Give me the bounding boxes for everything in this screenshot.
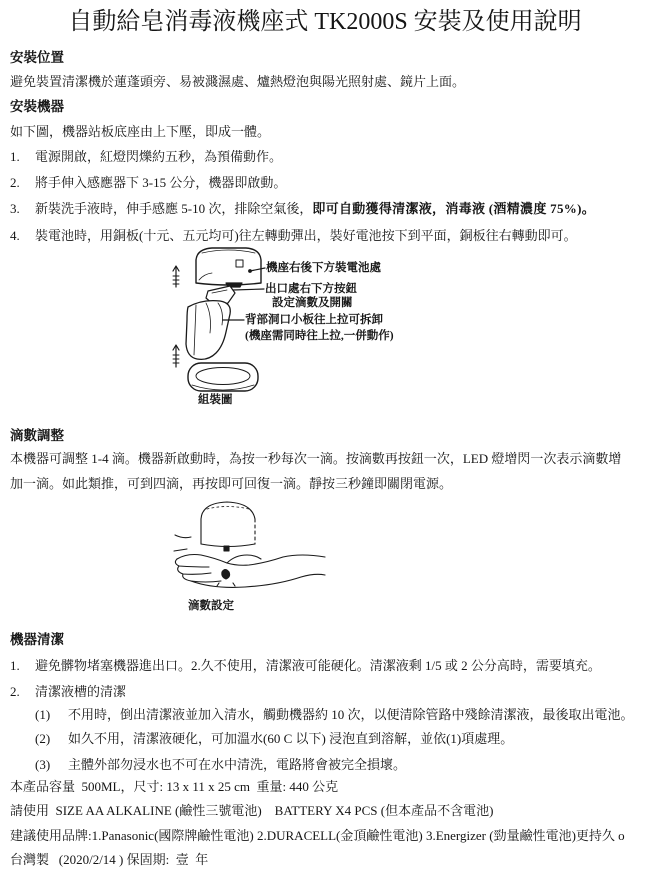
sub-item-number: (2) bbox=[35, 731, 51, 746]
location-text: 避免裝置清潔機於蓮蓬頭旁、易被濺濕處、爐熱燈泡與陽光照射處、鏡片上面。 bbox=[10, 74, 466, 89]
list-item-text: 避免髒物堵塞機器進出口。2.久不使用，清潔液可能硬化。清潔液剩 1/5 或 2 公分高時，需要填充。 bbox=[35, 658, 601, 673]
drops-paragraph-line: 本機器可調整 1-4 滴。機器新啟動時，為按一秒每次一滴。按滴數再按鈕一次，LED 燈增閃一次表示滴數增 bbox=[10, 451, 622, 466]
list-item-number: 1. bbox=[10, 149, 20, 164]
list-item-text: 將手伸入感應器下 3-15 公分，機器即啟動。 bbox=[35, 175, 287, 190]
spec-capacity: 本產品容量 500ML，尺寸: 13 x 11 x 25 cm 重量: 440 公克 bbox=[10, 779, 339, 794]
sub-item-number: (1) bbox=[35, 707, 51, 722]
soap-drop-icon bbox=[217, 570, 235, 587]
list-item-number: 2. bbox=[10, 684, 20, 699]
figure-caption-assembly: 組裝圖 bbox=[198, 394, 233, 406]
list-item-text: 裝電池時，用銅板(十元、五元均可)往左轉動彈出，裝好電池按下到平面，銅板往右轉動即可。 bbox=[35, 228, 577, 243]
section-heading-drops: 滴數調整 bbox=[10, 428, 64, 443]
sub-item-text: 如久不用，清潔液硬化，可加溫水(60 C 以下) 浸泡直到溶解，並依(1)項處理。 bbox=[68, 731, 514, 746]
list-item-number: 1. bbox=[10, 658, 20, 673]
dispenser-top-unit bbox=[196, 248, 261, 287]
base-tray bbox=[188, 363, 258, 391]
spec-brands: 建議使用品牌:1.Panasonic(國際牌鹼性電池) 2.DURACELL(金頂鹼性電池) 3.Energizer (勁量鹼性電池)更持久 o bbox=[10, 828, 625, 843]
up-arrow-icon bbox=[173, 345, 179, 367]
list-item-text: 電源開啟，紅燈閃爍約五秒，為預備動作。 bbox=[35, 149, 283, 164]
pointer-mark bbox=[174, 535, 191, 551]
install-intro: 如下圖，機器站板底座由上下壓，即成一體。 bbox=[10, 124, 271, 139]
list-item-number: 2. bbox=[10, 175, 20, 190]
sub-item-number: (3) bbox=[35, 757, 51, 772]
hand-illustration bbox=[175, 555, 325, 588]
back-panel bbox=[186, 301, 230, 360]
spec-battery: 請使用 SIZE AA ALKALINE (鹼性三號電池) BATTERY X4 PCS (但本產品不含電池) bbox=[10, 803, 494, 818]
section-heading-location: 安裝位置 bbox=[10, 50, 64, 65]
list-item-number: 4. bbox=[10, 228, 20, 243]
figure-caption-drop-setting: 滴數設定 bbox=[188, 600, 234, 612]
label-back-panel: 背部洞口小板往上拉可拆卸 bbox=[245, 314, 383, 326]
sub-item-text: 不用時，倒出清潔液並加入清水，觸動機器約 10 次，以便清除管路中殘餘清潔液，最後取出電池。 bbox=[68, 707, 634, 722]
list-item-plain-text: 新裝洗手液時，伸手感應 5-10 次，排除空氣後， bbox=[35, 201, 313, 216]
up-arrow-icon bbox=[173, 266, 179, 287]
drop-setting-diagram bbox=[165, 495, 330, 595]
dispenser-outline bbox=[201, 502, 255, 551]
label-battery-location: 機座右後下方裝電池處 bbox=[266, 262, 381, 274]
section-heading-cleaning: 機器清潔 bbox=[10, 632, 64, 647]
page-title: 自動給皂消毒液機座式 TK2000S 安裝及使用說明 bbox=[68, 9, 582, 35]
label-back-panel-sub: (機座需同時往上拉,一併動作) bbox=[245, 330, 394, 342]
leader-line-button bbox=[233, 289, 264, 290]
list-item-text bbox=[35, 200, 595, 218]
list-item-emphasis-text: 即可自動獲得清潔液，消毒液 (酒精濃度 75%)。 bbox=[312, 201, 596, 216]
list-item-text: 清潔液槽的清潔 bbox=[35, 684, 127, 699]
label-outlet-button-sub: 設定滴數及開關 bbox=[272, 297, 353, 309]
section-heading-install: 安裝機器 bbox=[10, 99, 64, 114]
list-item-number: 3. bbox=[10, 201, 20, 216]
spec-origin-warranty: 台灣製 (2020/2/14 ) 保固期: 壹 年 bbox=[10, 852, 209, 867]
drops-paragraph-line: 加一滴。如此類推，可到四滴，再按即可回復一滴。靜按三秒鐘即關閉電源。 bbox=[10, 476, 453, 491]
sub-item-text: 主體外部勿浸水也不可在水中清洗，電路將會被完全損壞。 bbox=[68, 757, 407, 772]
label-outlet-button: 出口處右下方按鈕 bbox=[265, 283, 357, 295]
